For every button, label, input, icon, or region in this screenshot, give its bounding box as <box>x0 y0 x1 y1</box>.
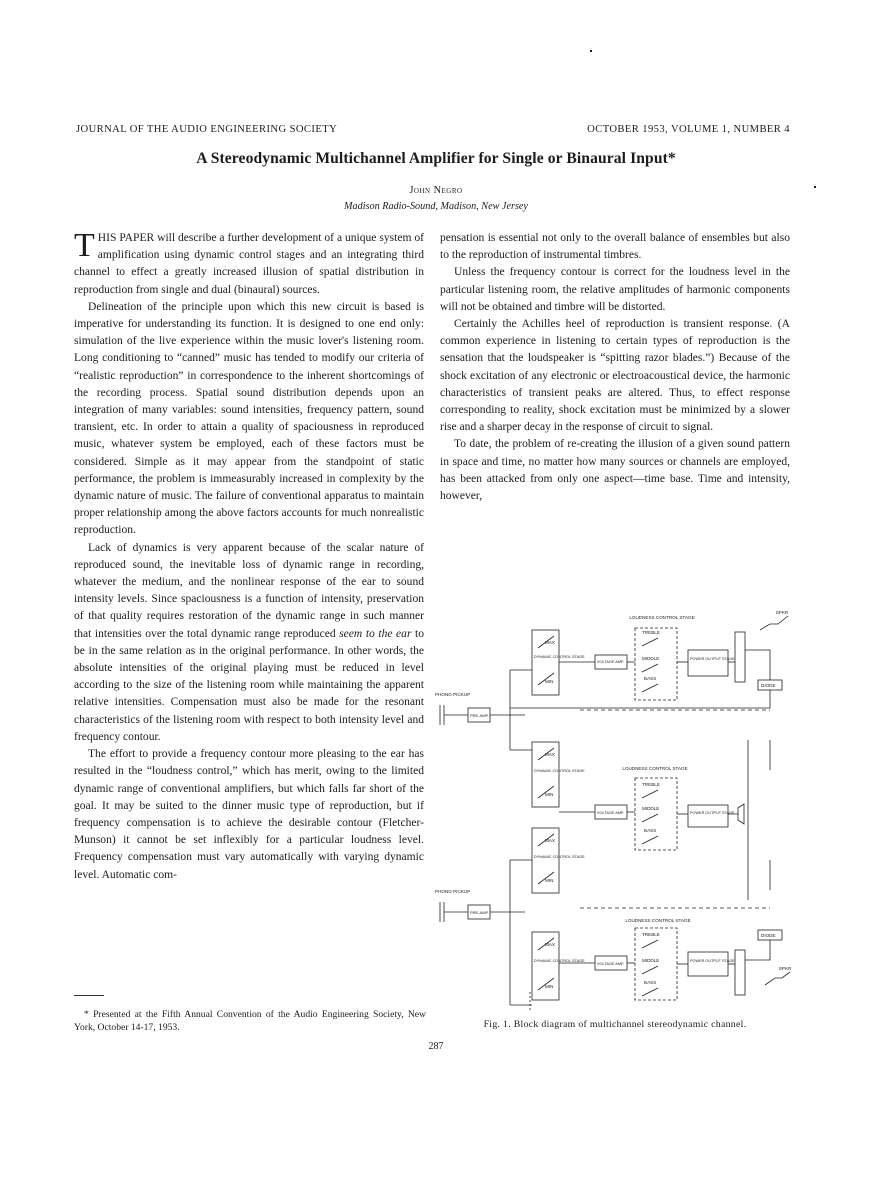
spkr-label-bottom: SPKR <box>778 966 792 971</box>
scan-speck <box>590 50 592 52</box>
speaker-bottom-icon <box>765 972 790 985</box>
paragraph-6: Unless the frequency contour is correct for the loudness level in the particular listening room, the relative amplitudes of harmonic components will not be obtained and timbre will be distorted. <box>440 266 790 313</box>
footnote-rule <box>74 995 104 996</box>
min-label-mid: MIN <box>545 792 554 797</box>
paragraph-5: pensation is essential not only to the overall balance of ensembles but also to the reproduction of instrumental timbres. <box>440 232 790 262</box>
dynamic-control-label-mid2: DYNAMIC CONTROL STAGE <box>534 855 585 859</box>
scan-speck <box>814 186 816 188</box>
loudness-box-mid <box>635 778 677 850</box>
diode-feedback-top <box>510 690 770 708</box>
wire-bottom-5 <box>745 940 770 960</box>
phono-pickup-label-top: PHONO PICKUP <box>435 692 471 697</box>
paragraph-3-text-b: to be in the same relation as in the original performance. In other words, the absolute intensities of the original playing must be reduced in level according to the size of the listening room while maintaining the apparent relative intensities. Compensation must also be made for the resonant characteristics of the listening room with respect to both intensity level and frequency contour. <box>74 627 425 743</box>
max-label-top: MAX <box>545 640 555 645</box>
block-diagram <box>430 610 795 1018</box>
pre-amp-label-bottom: PRE-AMP. <box>470 910 489 915</box>
paragraph-7: Certainly the Achilles heel of reproduction is transient response. (A common experience in listening to certain types of reproduction is the sensation that the loudspeaker is “spitting razor blades.”) Because of the shock excitation of any electronic or electroacoustical device, the harmonic characteristics of transient peaks are altered. Thus, to effect response corresponding to reality, shock excitation must be minimized by a slower rise and a sharper decay in the response of circuit to signal. <box>440 318 790 434</box>
paragraph-1-text: HIS PAPER will describe a further development of a unique system of amplification using dynamic control stages and an integrating third channel to effect a greatly increased illusion of spatial distribution in reproduction from single and dual (binaural) sources. <box>74 232 424 296</box>
middle-pot-mid <box>642 814 658 822</box>
voltage-amp-label-bottom: VOLTAGE AMP. <box>597 962 625 966</box>
voltage-amp-label-top: VOLTAGE AMP. <box>597 660 625 664</box>
loudness-stage-label-mid: LOUDNESS CONTROL STAGE <box>622 766 688 771</box>
author-affiliation: Madison Radio-Sound, Madison, New Jersey <box>344 201 528 212</box>
paragraph-4: The effort to provide a frequency contour more pleasing to the ear has resulted in the “loudness control,” which has merit, owing to the limited dynamic range of conventional amplifiers, but which falls far short of the goal. It may be suited to the dinner music type of reproduction, but if frequency compensation is to achieve the desirable contour (Fletcher-Munson) it cannot be set inflexibly for a particular loudness level. Frequency compensation must vary automatically with varying dynamic level. Automatic com- <box>74 748 424 881</box>
treble-label-bottom: TREBLE <box>642 932 660 937</box>
journal-name: JOURNAL OF THE AUDIO ENGINEERING SOCIETY <box>76 124 338 135</box>
bass-label-top: BASS <box>644 676 657 681</box>
bass-pot-top <box>642 684 658 692</box>
output-transformer-top <box>735 632 745 682</box>
power-output-label-mid: POWER OUTPUT STAGE <box>690 811 735 815</box>
middle-label-mid: MIDDLE <box>642 806 660 811</box>
treble-pot-bottom <box>642 940 658 948</box>
pre-amp-label-top: PRE-AMP. <box>470 713 489 718</box>
treble-label-top: TREBLE <box>642 630 660 635</box>
treble-label-mid: TREBLE <box>642 782 660 787</box>
speaker-top-icon <box>760 616 788 630</box>
treble-pot-mid <box>642 790 658 798</box>
min-label-bottom: MIN <box>545 984 554 989</box>
treble-pot-top <box>642 638 658 646</box>
power-output-label-bottom: POWER OUTPUT STAGE <box>690 959 735 963</box>
pickup-symbol-top <box>440 705 468 725</box>
footnote-text: * Presented at the Fifth Annual Convention of the Audio Engineering Society, New York, October 14-17, 1953. <box>74 1009 426 1034</box>
diode-label-bottom: DIODE <box>761 933 776 938</box>
phono-pickup-label-bottom: PHONO PICKUP <box>435 889 471 894</box>
right-column <box>440 230 790 505</box>
wire-top-5 <box>745 650 770 680</box>
bass-pot-bottom <box>642 988 658 996</box>
dynamic-control-label-mid: DYNAMIC CONTROL STAGE <box>534 769 585 773</box>
paragraph-1 <box>74 227 424 299</box>
middle-pot-top <box>642 664 658 672</box>
article-title: A Stereodynamic Multichannel Amplifier for Single or Binaural Input* <box>196 150 676 167</box>
paragraph-2: Delineation of the principle upon which this new circuit is based is imperative for understanding its function. It is designed to one end only: simulation of the live experience within the music lover's listening room. Long conditioning to “canned” music has tended to modify our criteria of “realistic reproduction” in correspondence to the inherent shortcomings of the recording process. Spatial sound distribution depends upon an integration of many variables: sound intensities, frequency pattern, sound transient, etc. In order to attain a quality of spaciousness in reproduced music, whatever system be employed, each of these factors must be considered. Simple as it may appear from the standpoint of static performance, the problem is immeasurably increased in complexity by the dynamic nature of music. The failure of conventional apparatus to maintain proper relationship among the above factors accounts for much nonrealistic reproduction. <box>74 300 424 537</box>
emphasis-seem-to-the-ear: seem to the ear <box>339 627 412 640</box>
voltage-amp-label-mid: VOLTAGE AMP. <box>597 811 625 815</box>
paragraph-8: To date, the problem of re-creating the illusion of a given sound pattern in space and time, no matter how many sources or channels are employed, has been attacked from only one aspect—time base. Time and intensity, however, <box>440 438 790 503</box>
spkr-label-top: SPKR <box>775 610 789 615</box>
min-label-top: MIN <box>545 679 554 684</box>
paragraph-3-text-a: Lack of dynamics is very apparent because of the scalar nature of reproduced sound, the inevitable loss of dynamic range in recording, whatever the medium, and the nonlinear response of the ear to sound intensity levels. Since spaciousness is a function of intensity, preservation of that quality requires restoration of the dynamic range in such manner that intensities over the total dynamic range reproduced <box>74 541 424 640</box>
max-label-bottom: MAX <box>545 942 555 947</box>
loudness-stage-label-top: LOUDNESS CONTROL STAGE <box>629 615 695 620</box>
input-bus-bottom <box>490 860 532 1005</box>
loudness-stage-label-bottom: LOUDNESS CONTROL STAGE <box>625 918 691 923</box>
block-diagram-figure <box>430 610 795 1018</box>
dynamic-control-label-top: DYNAMIC CONTROL STAGE <box>534 655 585 659</box>
power-output-label-top: POWER OUTPUT STAGE <box>690 657 735 661</box>
min-label-mid2: MIN <box>545 878 554 883</box>
author-name: John Negro <box>409 185 463 196</box>
footnote <box>74 1008 426 1035</box>
power-output-box-bottom <box>688 952 728 976</box>
middle-pot-bottom <box>642 966 658 974</box>
bass-label-mid: BASS <box>644 828 657 833</box>
dynamic-control-label-bottom: DYNAMIC CONTROL STAGE <box>534 959 585 963</box>
max-label-mid: MAX <box>545 752 555 757</box>
paragraph-3 <box>74 540 424 746</box>
page-number: 287 <box>428 1041 444 1052</box>
drop-cap: T <box>74 227 95 264</box>
left-column <box>74 227 425 884</box>
middle-label-bottom: MIDDLE <box>642 958 660 963</box>
input-bus-top <box>490 670 532 750</box>
middle-label-top: MIDDLE <box>642 656 660 661</box>
speaker-mid-icon <box>728 804 744 824</box>
max-label-mid2: MAX <box>545 838 555 843</box>
issue-info: OCTOBER 1953, VOLUME 1, NUMBER 4 <box>587 124 790 135</box>
diode-label-top: DIODE <box>761 683 776 688</box>
output-transformer-bottom <box>735 950 745 995</box>
power-output-box-top <box>688 650 728 676</box>
bass-label-bottom: BASS <box>644 980 657 985</box>
bass-pot-mid <box>642 836 658 844</box>
pickup-symbol-bottom <box>440 902 468 922</box>
power-output-box-mid <box>688 805 728 827</box>
figure-caption: Fig. 1. Block diagram of multichannel stereodynamic channel. <box>483 1019 747 1030</box>
